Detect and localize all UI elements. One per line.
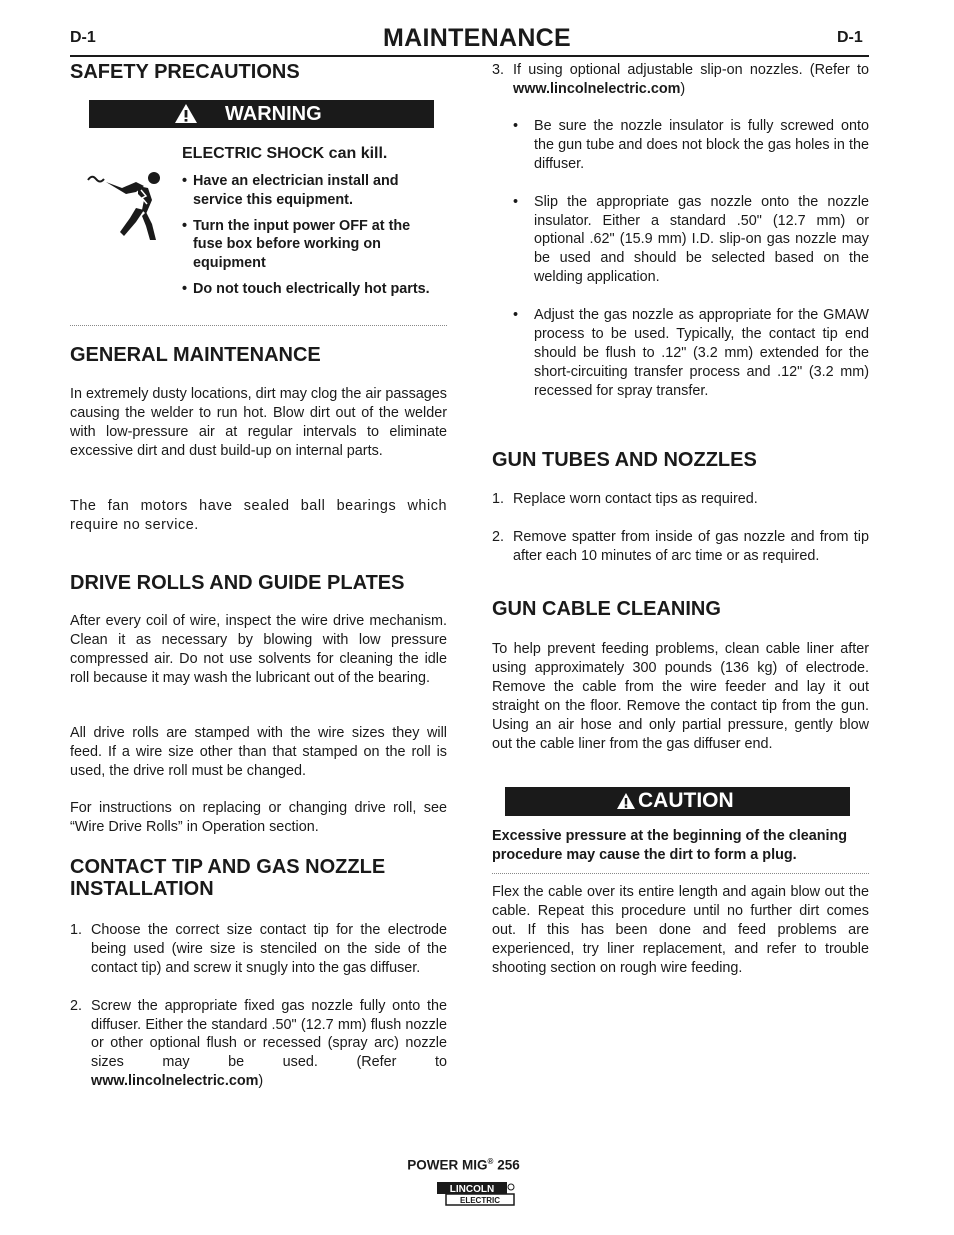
svg-text:LINCOLN: LINCOLN xyxy=(449,1184,495,1195)
contact-steps-right xyxy=(492,61,869,118)
step-number: 2. xyxy=(492,528,505,545)
step-text: Choose the correct size contact tip for the electrode being used (wire size is stenciled on the side of the contact tip) and screw it snugly into the gas diffuser. xyxy=(91,922,447,976)
step-text: Replace worn contact tips as required. xyxy=(513,491,758,507)
step-text-end: ) xyxy=(258,1073,264,1090)
step-number: 1. xyxy=(70,922,83,938)
caution-label: CAUTION xyxy=(638,789,734,812)
step-text: If using optional adjustable slip-on nozzles. (Refer to xyxy=(513,62,869,78)
list-item: • Do not touch electrically hot parts. xyxy=(182,280,437,299)
warning-triangle-icon xyxy=(174,103,198,124)
caution-triangle-icon xyxy=(616,792,636,810)
step-text: Remove spatter from inside of gas nozzle and from tip after each 10 minutes of arc time or as required. xyxy=(513,528,869,564)
cable-paragraph-2: Flex the cable over its entire length and again blow out the cable. Repeat this procedure until no further dirt comes out. If this has been done and feed problems are experienced, try liner replacement, and refer to trouble shooting section on rough wire feeding. xyxy=(492,884,869,976)
registered-mark: ® xyxy=(487,1157,494,1166)
electric-shock-icon xyxy=(86,170,170,242)
model-name: POWER MIG xyxy=(407,1157,488,1173)
general-maintenance-heading: GENERAL MAINTENANCE xyxy=(70,344,321,366)
list-item: • Be sure the nozzle insulator is fully screwed onto the gun tube and does not block the gas holes in the diffuser. xyxy=(513,117,869,174)
page-title: MAINTENANCE xyxy=(382,24,572,52)
step-number: 2. xyxy=(70,997,83,1014)
drive-rolls-heading: DRIVE ROLLS AND GUIDE PLATES xyxy=(70,572,405,594)
website-link[interactable]: www.lincolnelectric.com xyxy=(91,1073,259,1090)
drive-paragraph-2: All drive rolls are stamped with the wire sizes they will feed. If a wire size other than that stamped on the roll is used, the drive roll must be changed. xyxy=(70,725,447,779)
website-link[interactable]: www.lincolnelectric.com xyxy=(513,80,681,97)
gun-tubes-heading: GUN TUBES AND NOZZLES xyxy=(492,449,757,471)
list-item xyxy=(70,997,447,1092)
step-text: Screw the appropriate fixed gas nozzle fully onto the diffuser. Either the standard .50" (12.7 mm) flush nozzle or other optional flush or recessed (spray arc) nozzle sizes may be used. (Refer to xyxy=(91,997,447,1071)
step-number: 1. xyxy=(492,491,505,507)
safety-heading: SAFETY PRECAUTIONS xyxy=(70,61,300,83)
step-number: 3. xyxy=(492,62,505,78)
contact-tip-heading: CONTACT TIP AND GAS NOZZLE INSTALLATION xyxy=(70,856,386,900)
drive-paragraph-3: For instructions on replacing or changing drive roll, see “Wire Drive Rolls” in Operation section. xyxy=(70,800,447,835)
contact-steps-left xyxy=(70,921,447,1110)
lincoln-electric-logo xyxy=(436,1181,516,1207)
step-text-end: ) xyxy=(680,80,686,97)
drive-paragraph-1: After every coil of wire, inspect the wire drive mechanism. Clean it as necessary by blowing with low pressure compressed air. Do not use solvents for cleaning the idle roll because it may wash the lubricant out of the bearing. xyxy=(70,613,447,686)
list-item xyxy=(70,921,447,978)
list-item: • Slip the appropriate gas nozzle onto the nozzle insulator. Either a standard .50" (12.7 mm) or optional .62" (15.9 mm) I.D. slip-on gas nozzle may be used and should be selected based on the welding application. xyxy=(513,193,869,288)
general-paragraph-1: In extremely dusty locations, dirt may clog the air passages causing the welder to run hot. Blow dirt out of the welder with low-pressure air at regular intervals to eliminate excessive dirt and dust build-up on internal parts. xyxy=(70,386,447,459)
svg-text:ELECTRIC: ELECTRIC xyxy=(460,1196,500,1205)
caution-text: Excessive pressure at the beginning of the cleaning procedure may cause the dirt to form a plug. xyxy=(492,828,848,863)
list-item: • Have an electrician install and service this equipment. xyxy=(182,172,437,209)
shock-warning-title: ELECTRIC SHOCK can kill. xyxy=(182,145,388,162)
header-rule xyxy=(70,55,869,57)
warning-label: WARNING xyxy=(225,103,322,125)
general-paragraph-2: The fan motors have sealed ball bearings which require no service. xyxy=(70,498,447,533)
page-code-right: D-1 xyxy=(837,29,863,46)
list-item: • Turn the input power OFF at the fuse box before working on equipment xyxy=(182,217,437,273)
footer-model xyxy=(0,1157,927,1173)
list-item xyxy=(492,528,869,566)
section-divider xyxy=(70,325,447,326)
list-item xyxy=(492,490,869,509)
section-divider xyxy=(492,873,869,874)
page-code-left: D-1 xyxy=(70,29,96,46)
caution-banner xyxy=(505,787,850,816)
list-item: • Adjust the gas nozzle as appropriate for the GMAW process to be used. Typically, the contact tip end should be flush to .12" (3.2 mm) extended for the short-circuiting transfer process and .12" (3.2 mm) recessed for spray transfer. xyxy=(513,306,869,401)
gun-tubes-steps xyxy=(492,490,869,585)
safety-list xyxy=(182,172,437,306)
cable-paragraph-1: To help prevent feeding problems, clean cable liner after using approximately 300 pounds (136 kg) of electrode. Remove the cable from the wire feeder and lay it out straight on the floor. Remove the contact tip from the gun. Using an air hose and only partial pressure, gently blow out the cable liner from the gas diffuser end. xyxy=(492,641,869,752)
model-number: 256 xyxy=(497,1157,520,1173)
gun-cable-heading: GUN CABLE CLEANING xyxy=(492,598,721,620)
list-item xyxy=(492,61,869,99)
warning-banner xyxy=(89,100,434,128)
nozzle-bullets xyxy=(513,117,869,419)
